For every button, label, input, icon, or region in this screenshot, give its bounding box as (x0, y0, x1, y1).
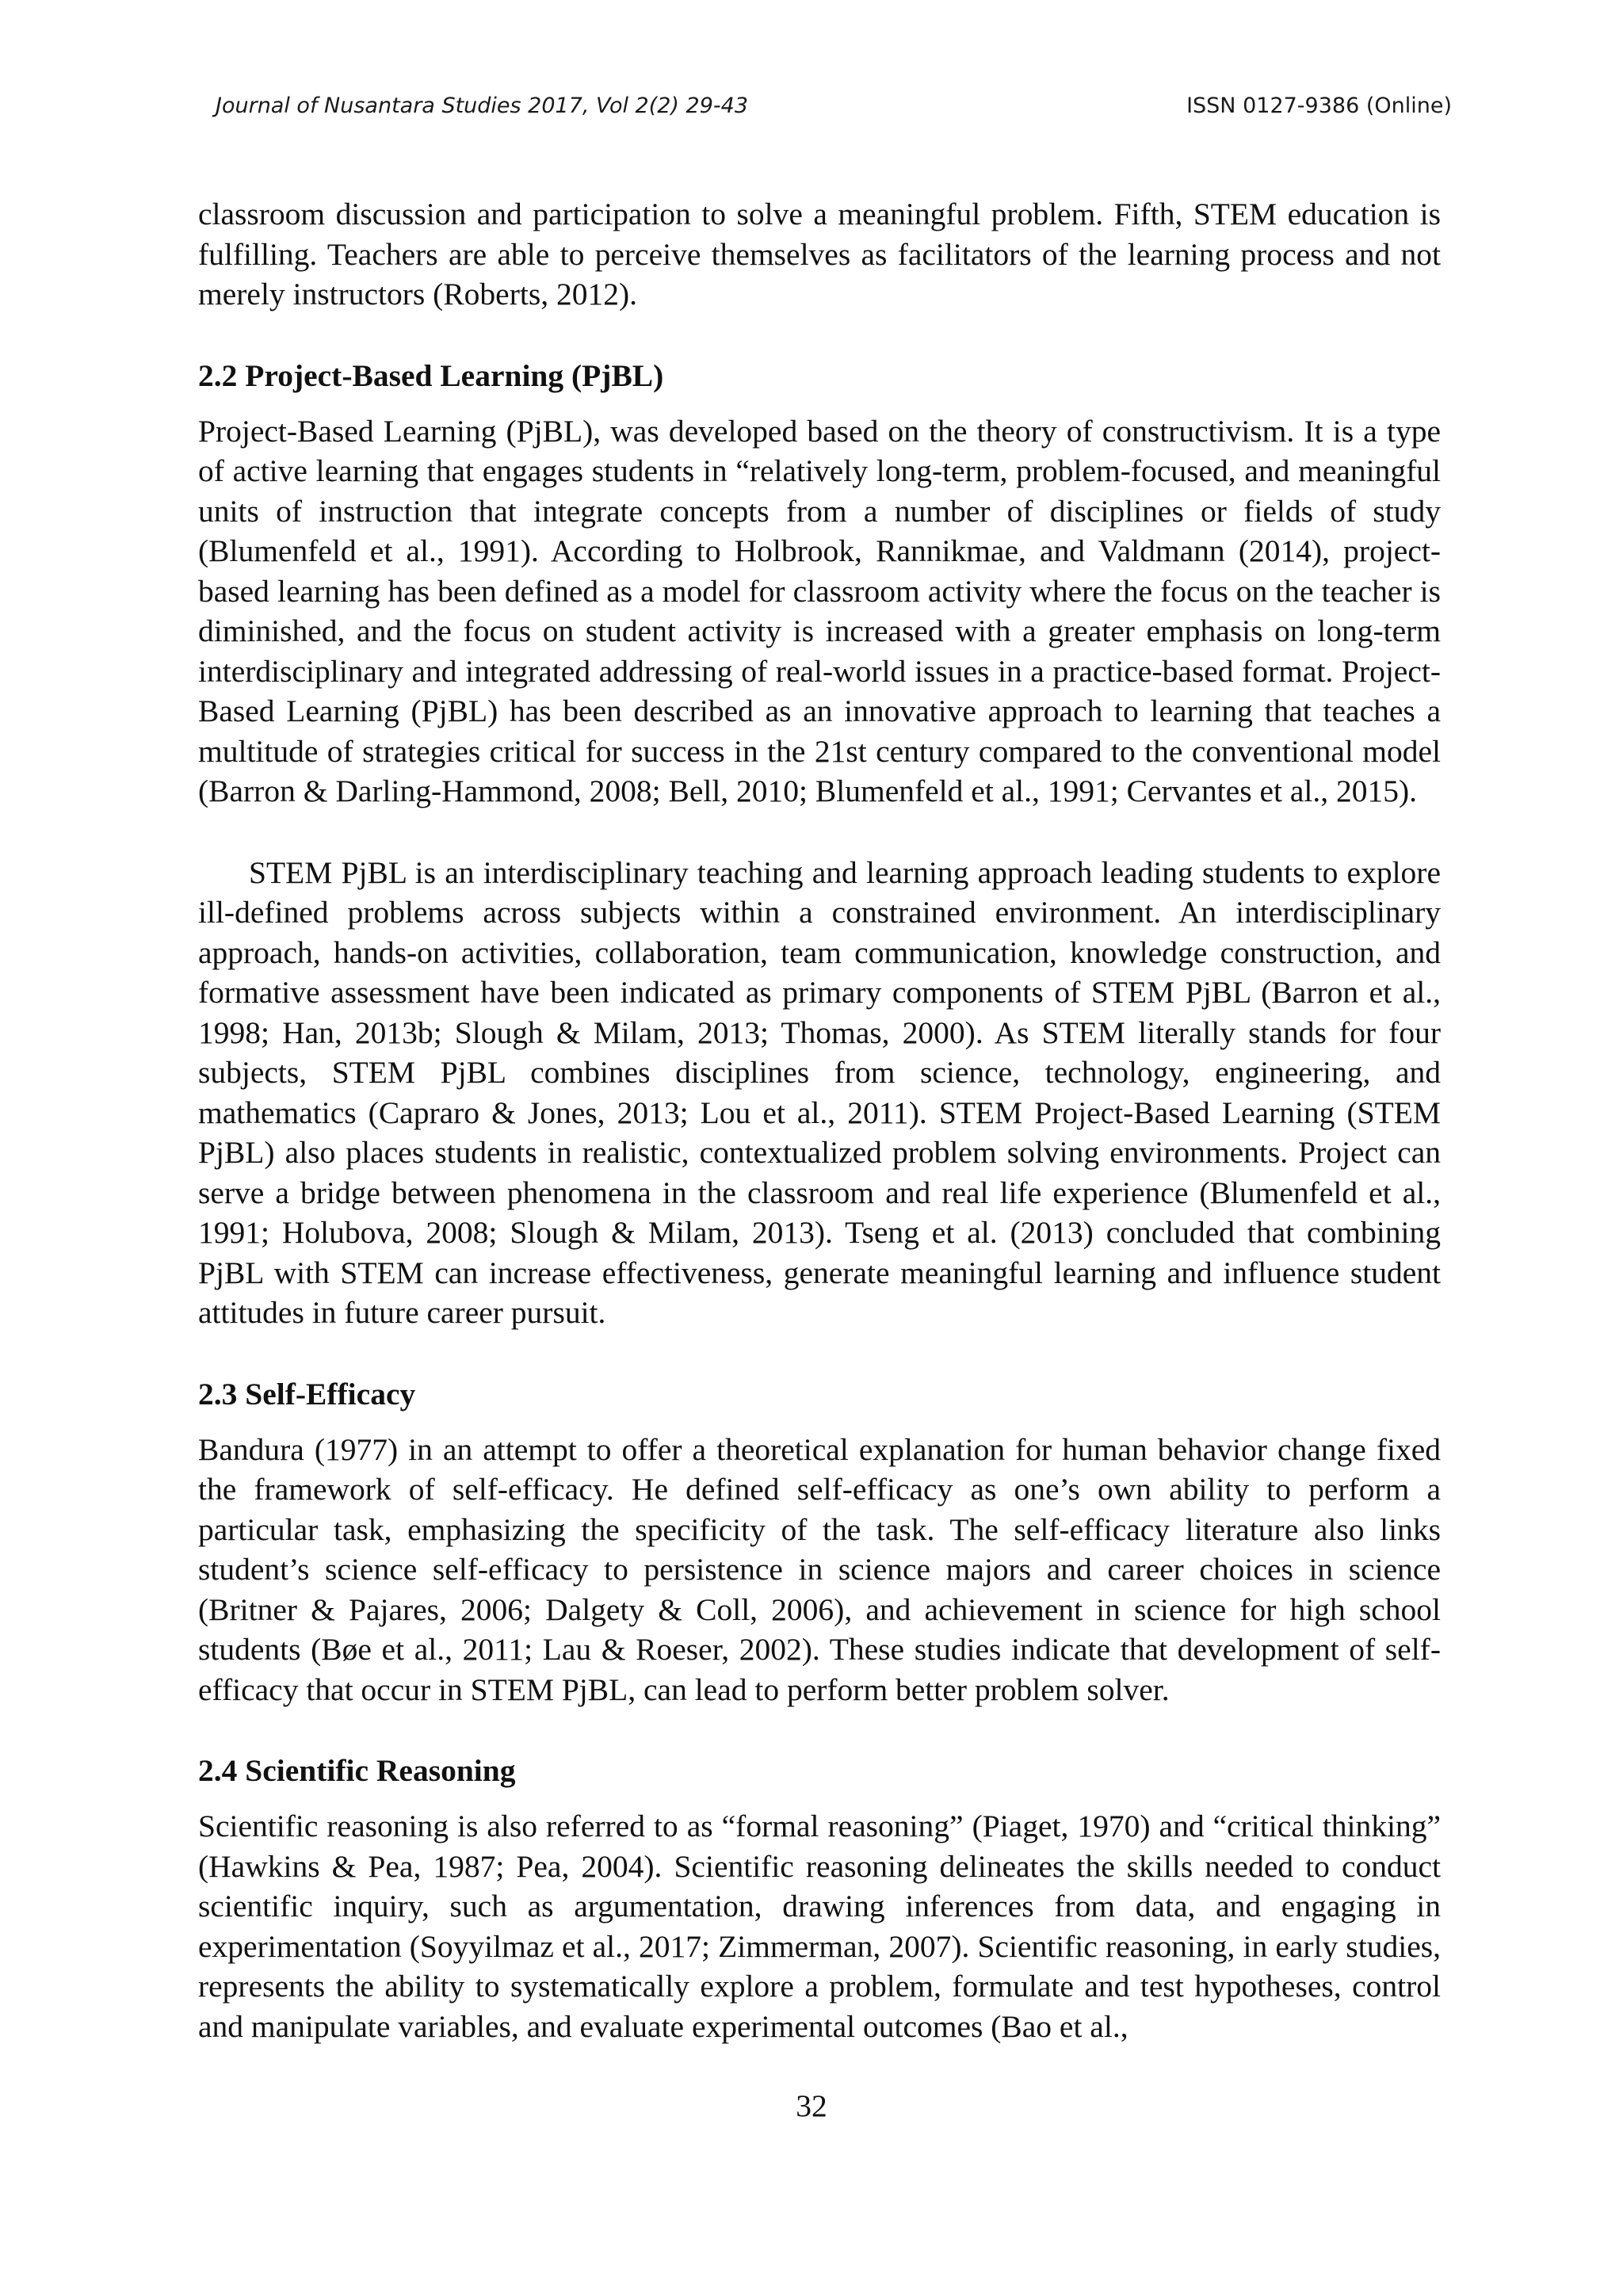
section-heading-pjbl: 2.2 Project-Based Learning (PjBL) (198, 357, 664, 393)
journal-citation: Journal of Nusantara Studies 2017, Vol 2(2) 29-43 (216, 94, 749, 118)
paragraph-scientific-reasoning: Scientific reasoning is also referred to as “formal reasoning” (Piaget, 1970) and “critical thinking” (Hawkins & Pea, 1987; Pea, 2004). Scientific reasoning delineates the skills needed to conduct scientific inquiry, such as argumentation, drawing inferences from data, and engaging in experimentation (Soyyilmaz et al., 2017; Zimmerman, 2007). Scientific reasoning, in early studies, represents the ability to systematically explore a problem, formulate and test hypotheses, control and manipulate variables, and evaluate experimental outcomes (Bao et al., (198, 1809, 1441, 2044)
section-heading-self-efficacy: 2.3 Self-Efficacy (198, 1376, 416, 1412)
article-body (198, 194, 1441, 2088)
paragraph-stem-pjbl: STEM PjBL is an interdisciplinary teaching and learning approach leading students to explore ill-defined problems across subjects within a constrained environment. An interdisciplinary approach, hands-on activities, collaboration, team communication, knowledge construction, and formative assessment have been indicated as primary components of STEM PjBL (Barron et al., 1998; Han, 2013b; Slough & Milam, 2013; Thomas, 2000). As STEM literally stands for four subjects, STEM PjBL combines disciplines from science, technology, engineering, and mathematics (Capraro & Jones, 2013; Lou et al., 2011). STEM Project-Based Learning (STEM PjBL) also places students in realistic, contextualized problem solving environments. Project can serve a bridge between phenomena in the classroom and real life experience (Blumenfeld et al., 1991; Holubova, 2008; Slough & Milam, 2013). Tseng et al. (2013) concluded that combining PjBL with STEM can increase effectiveness, generate meaningful learning and influence student attitudes in future career pursuit. (198, 854, 1441, 1330)
issn-label: ISSN 0127-9386 (Online) (1186, 94, 1452, 118)
intro-paragraph: classroom discussion and participation to solve a meaningful problem. Fifth, STEM education is fulfilling. Teachers are able to perceive themselves as facilitators of the learning process and not merely instructors (Roberts, 2012). (198, 197, 1441, 311)
page-number: 32 (796, 2088, 827, 2123)
paragraph-self-efficacy: Bandura (1977) in an attempt to offer a theoretical explanation for human behavior change fixed the framework of self-efficacy. He defined self-efficacy as one’s own ability to perform a particular task, emphasizing the specificity of the task. The self-efficacy literature also links student’s science self-efficacy to persistence in science majors and career choices in science (Britner & Pajares, 2006; Dalgety & Coll, 2006), and achievement in science for high school students (Bøe et al., 2011; Lau & Roeser, 2002). These studies indicate that development of self-efficacy that occur in STEM PjBL, can lead to perform better problem solver. (198, 1431, 1441, 1707)
paragraph-pjbl-definition: Project-Based Learning (PjBL), was developed based on the theory of constructivism. It is a type of active learning that engages students in “relatively long-term, problem-focused, and meaningful units of instruction that integrate concepts from a number of disciplines or fields of study (Blumenfeld et al., 1991). According to Holbrook, Rannikmae, and Valdmann (2014), project-based learning has been defined as a model for classroom activity where the focus on the teacher is diminished, and the focus on student activity is increased with a greater emphasis on long-term interdisciplinary and integrated addressing of real-world issues in a practice-based format. Project-Based Learning (PjBL) has been described as an innovative approach to learning that teaches a multitude of strategies critical for success in the 21st century compared to the conventional model (Barron & Darling-Hammond, 2008; Bell, 2010; Blumenfeld et al., 1991; Cervantes et al., 2015). (198, 413, 1441, 808)
section-heading-scientific-reasoning: 2.4 Scientific Reasoning (198, 1753, 516, 1788)
running-header (216, 94, 1452, 128)
